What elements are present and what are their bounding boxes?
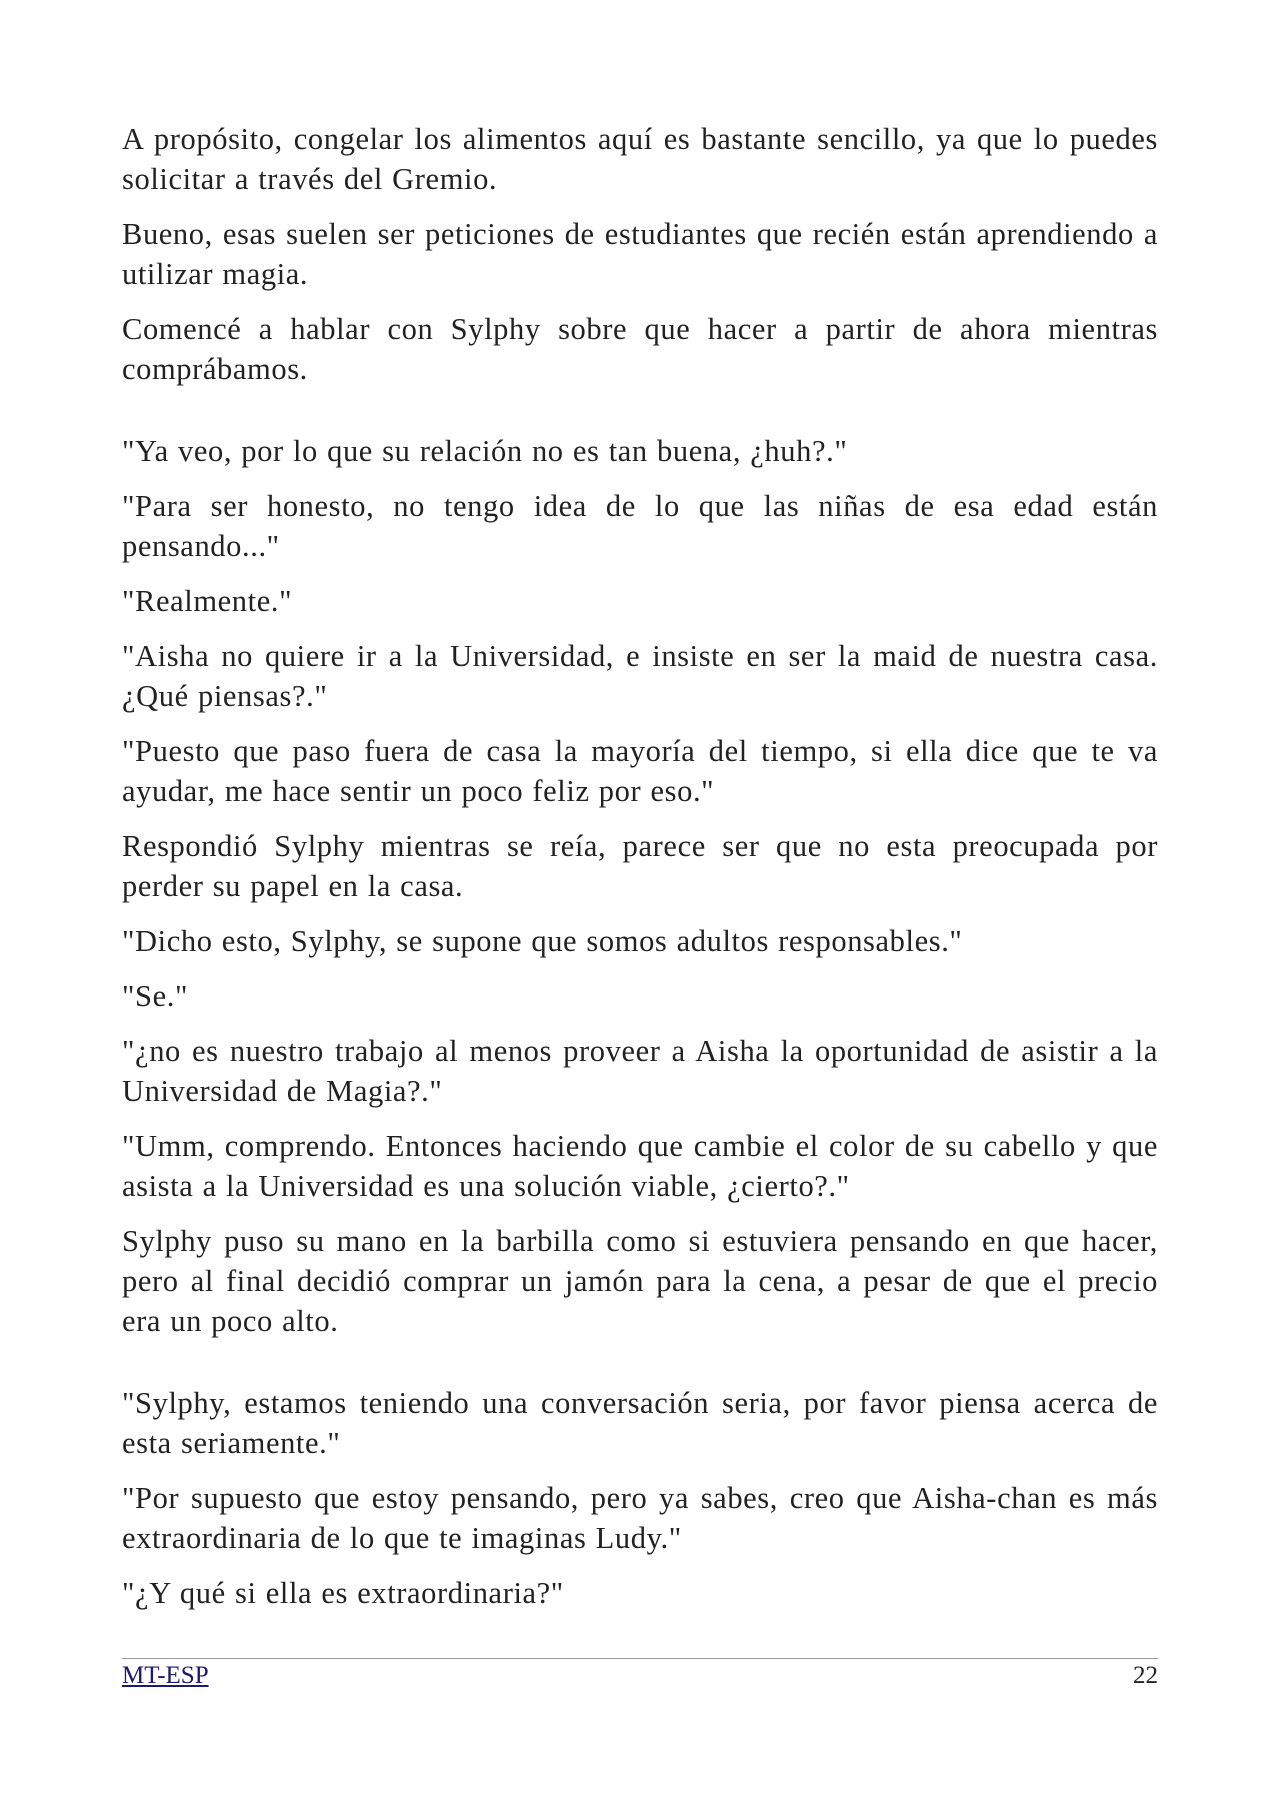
paragraph-3: Comencé a hablar con Sylphy sobre que hacer a partir de ahora mientras comprábamos. — [122, 312, 1168, 386]
paragraph-13: "Umm, comprendo. Entonces haciendo que cambie el color de su cabello y que asista a la Universidad es una solución viable, ¿cierto?." — [122, 1129, 1168, 1203]
text-body — [122, 119, 1168, 1628]
paragraph-16: "Por supuesto que estoy pensando, pero ya sabes, creo que Aisha-chan es más extraordinaria de lo que te imaginas Ludy." — [122, 1481, 1168, 1555]
paragraph-5: "Para ser honesto, no tengo idea de lo que las niñas de esa edad están pensando..." — [122, 489, 1168, 563]
paragraph-14: Sylphy puso su mano en la barbilla como si estuviera pensando en que hacer, pero al final decidió comprar un jamón para la cena, a pesar de que el precio era un poco alto. — [122, 1224, 1168, 1338]
paragraph-7: "Aisha no quiere ir a la Universidad, e insiste en ser la maid de nuestra casa. ¿Qué piensas?." — [122, 639, 1168, 713]
paragraph-15: "Sylphy, estamos teniendo una conversación seria, por favor piensa acerca de esta seriamente." — [122, 1386, 1168, 1460]
paragraph-17: "¿Y qué si ella es extraordinaria?" — [122, 1576, 564, 1610]
paragraph-12: "¿no es nuestro trabajo al menos proveer a Aisha la oportunidad de asistir a la Universidad de Magia?." — [122, 1034, 1168, 1108]
footer-label-link[interactable]: MT-ESP — [122, 1662, 209, 1689]
footer-divider — [122, 1658, 1158, 1659]
paragraph-9: Respondió Sylphy mientras se reía, parece ser que no esta preocupada por perder su papel en la casa. — [122, 829, 1168, 903]
paragraph-2: Bueno, esas suelen ser peticiones de estudiantes que recién están aprendiendo a utilizar magia. — [122, 217, 1168, 291]
paragraph-4: "Ya veo, por lo que su relación no es tan buena, ¿huh?." — [122, 434, 848, 468]
paragraph-6: "Realmente." — [122, 584, 293, 618]
paragraph-1: A propósito, congelar los alimentos aquí es bastante sencillo, ya que lo puedes solicitar a través del Gremio. — [122, 122, 1168, 196]
paragraph-10: "Dicho esto, Sylphy, se supone que somos adultos responsables." — [122, 924, 963, 958]
paragraph-11: "Se." — [122, 979, 189, 1013]
paragraph-8: "Puesto que paso fuera de casa la mayoría del tiempo, si ella dice que te va ayudar, me hace sentir un poco feliz por eso." — [122, 734, 1168, 808]
page-number: 22 — [1133, 1662, 1158, 1689]
